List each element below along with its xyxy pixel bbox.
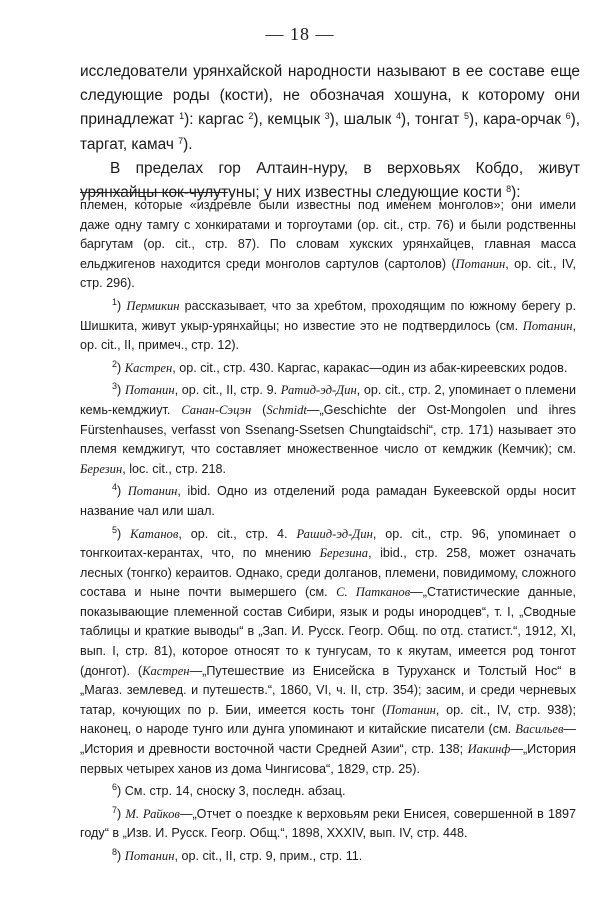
- footnote-2: $^2$) Кастрен, op. cit., стр. 430. Каргас, каракас—один из абак-киреевских родов.: [112, 358, 568, 375]
- footnote-3: $^3$) Потанин, op. cit., II, стр. 9. Ратид-эд-Дин, op. cit., стр. 2, упоминает о племени кемь-кемджиут. Санан-Сэцэн (Schmidt—„Geschichte der Ost-Mongolen und ihres Fürstenhauses, verfasst von Ssenang-Ssetsen Chungtaidschi“, стр. 171) называет это племя кемджигут, что составляет множественное число от кемджик (Кемчик); см. Березин, loc. cit., стр. 218.: [80, 381, 576, 476]
- main-text: [80, 60, 580, 205]
- body-paragraph-2: В пределах гор Алтаин-нуру, в верховьях Кобдо, живут урянхайцы кок-чулутуны; у них известны следующие кости $^8$):: [80, 159, 580, 202]
- page-number: — 18 —: [265, 24, 335, 44]
- footnote-5: $^5$) Катанов, op. cit., стр. 4. Рашид-эд-Дин, op. cit., стр. 96, упоминает о тонгкоитах-керантах, что, по мнению Березина, ibid., стр. 258, может означать лесных (тонгко) кераитов. Однако, среди долганов, племени, повидимому, сложного состава и ныне почти вымершего (см. С. Патканов—„Статистические данные, показывающие племенной состав Сибири, язык и роды инородцев“, т. I, „Сводные таблицы и краткие выводы“ в „Зап. И. Русск. Геогр. Общ. по отд. статист.“, 1912, XI, вып. I, стр. 81), которое относят то к тунгусам, то к якутам, имеется род тонгот (донгот). (Кастрен—„Путешествие из Енисейска в Туруханск и Толстый Нос“ в „Магаз. землевед. и путешеств.“, 1860, VI, ч. II, стр. 354); засим, и среди черневых татар, кочующих по р. Бии, имеется кость тонг (Потанин, op. cit., IV, стр. 938); наконец, о народе тунго или дунга упоминают и китайские писатели (см. Васильев—„История и древности восточной части Средней Азии“, стр. 138; Иакинф—„История первых четырех ханов из дома Чингисова“, 1829, стр. 25).: [80, 524, 577, 776]
- footnote-continuation: племен, которые «издревле были известны под именем монголов»; они имели даже одну тамгу с хонкиратами и торгоутами (op. cit., стр. 76) и были родственны баргутам (op. cit., стр. 87). По словам хукских урянхайцев, главная масса ельджигенов находится среди монголов сартулов (сартолов) (Потанин, op. cit., IV, стр. 296).: [80, 198, 576, 291]
- footnote-1: $^1$) Пермикин рассказывает, что за хребтом, проходящим по южному берегу р. Шишкита, живут укыр-урянхайцы; но известие это не подтвердилось (см. Потанин, op. cit., II, примеч., стр. 12).: [80, 296, 576, 353]
- footnotes: [80, 196, 576, 870]
- body-paragraph-1: исследователи урянхайской народности называют в ее составе еще следующие роды (кости), не обозначая хошуна, к которому они принадлежат $^1$): каргас $^2$), кемцык $^3$), шалык $^4$), тонгат $^5$), кара-орчак $^6$), таргат, камач $^7$).: [80, 63, 580, 153]
- footnote-6: $^6$) См. стр. 14, сноску 3, последн. абзац.: [112, 782, 346, 799]
- footnote-7: $^7$) М. Райков—„Отчет о поездке к верховьям реки Енисея, совершенной в 1897 году“ в „Изв. И. Русск. Геогр. Общ.“, 1898, XXXIV, вып. IV, стр. 448.: [80, 804, 577, 841]
- footnote-4: $^4$) Потанин, ibid. Одно из отделений рода рамадан Букеевской орды носит название чал или шал.: [80, 482, 576, 518]
- footnote-separator: [80, 192, 228, 193]
- footnote-8: $^8$) Потанин, op. cit., II, стр. 9, прим., стр. 11.: [112, 847, 363, 863]
